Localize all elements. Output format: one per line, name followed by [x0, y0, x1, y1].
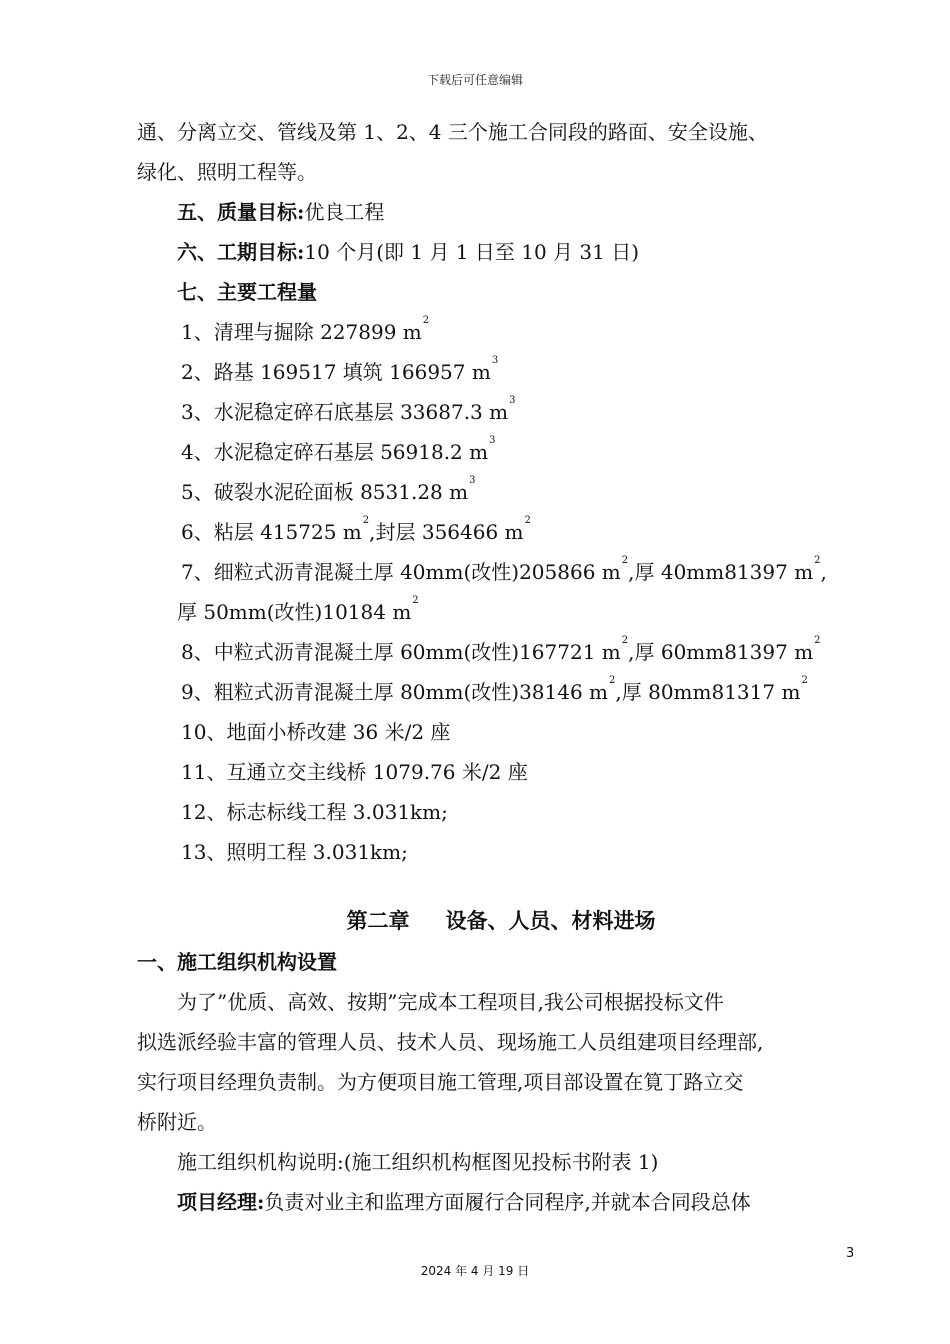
unit-superscript: 2 [621, 635, 629, 646]
item-text: 6、粘层 415725 m [181, 520, 362, 544]
unit-superscript: 2 [524, 515, 531, 526]
item-text: 4、水泥稳定碎石基层 56918.2 m [181, 440, 489, 464]
unit-superscript: 2 [362, 515, 370, 526]
section-heading: 六、工期目标: [177, 240, 305, 264]
list-item [137, 432, 865, 472]
section-text: 优良工程 [304, 200, 385, 224]
unit-superscript: 3 [489, 435, 496, 446]
paragraph-line: 施工组织机构说明:(施工组织机构框图见投标书附表 1) [177, 1150, 659, 1174]
section-heading: 五、质量目标: [177, 200, 305, 224]
paragraph-line: 通、分离立交、管线及第 1、2、4 三个施工合同段的路面、安全设施、 [137, 120, 768, 144]
item-text: 5、破裂水泥砼面板 8531.28 m [181, 480, 469, 504]
item-text: ,封层 356466 m [369, 520, 524, 544]
item-text: 7、细粒式沥青混凝土厚 40mm(改性)205866 m [181, 560, 621, 584]
page-footer-date: 2024 年 4 月 19 日 [420, 1264, 530, 1278]
chapter-title [137, 900, 865, 942]
paragraph-line: 实行项目经理负责制。为方便项目施工管理,项目部设置在筧丁路立交 [137, 1070, 744, 1094]
unit-superscript: 2 [621, 555, 629, 566]
unit-superscript: 2 [814, 555, 821, 566]
schedule-goal [137, 232, 865, 272]
item-text: ,厚 40mm81397 m [628, 560, 814, 584]
list-item [137, 392, 865, 432]
item-text: 3、水泥稳定碎石底基层 33687.3 m [181, 400, 509, 424]
chapter-number: 第二章 [346, 908, 410, 933]
list-item [137, 512, 865, 552]
unit-superscript: 2 [609, 675, 616, 686]
inline-heading: 项目经理: [177, 1190, 265, 1214]
paragraph-line: 为了”优质、高效、按期”完成本工程项目,我公司根据投标文件 [177, 990, 724, 1014]
unit-superscript: 2 [412, 595, 419, 606]
section-text: 10 个月(即 1 月 1 日至 10 月 31 日) [304, 240, 640, 264]
page-header: 下载后可任意编辑 [426, 73, 523, 87]
document-body [137, 112, 865, 1222]
item-text: 2、路基 169517 填筑 166957 m [181, 360, 491, 384]
item-text: 8、中粒式沥青混凝土厚 60mm(改性)167721 m [181, 640, 621, 664]
unit-superscript: 2 [422, 315, 430, 326]
list-item: 13、照明工程 3.031km; [181, 840, 408, 864]
list-item-continued [137, 592, 865, 632]
chapter-name: 设备、人员、材料进场 [445, 908, 656, 933]
project-manager-paragraph [137, 1182, 865, 1222]
page-number: 3 [846, 1246, 855, 1261]
list-item [137, 552, 865, 592]
list-item [137, 352, 865, 392]
list-item: 10、地面小桥改建 36 米/2 座 [181, 720, 451, 744]
list-item [137, 472, 865, 512]
unit-superscript: 3 [491, 355, 499, 366]
unit-superscript: 2 [814, 635, 821, 646]
list-item: 11、互通立交主线桥 1079.76 米/2 座 [181, 760, 528, 784]
list-item [137, 632, 865, 672]
section-heading: 七、主要工程量 [177, 280, 317, 304]
item-text: 9、粗粒式沥青混凝土厚 80mm(改性)38146 m [181, 680, 609, 704]
item-text: ,厚 60mm81397 m [628, 640, 814, 664]
item-text: ,厚 80mm81317 m [615, 680, 801, 704]
paragraph-text: 负责对业主和监理方面履行合同程序,并就本合同段总体 [264, 1190, 751, 1214]
list-item [137, 312, 865, 352]
unit-superscript: 3 [509, 395, 516, 406]
list-item [137, 672, 865, 712]
quality-goal [137, 192, 865, 232]
paragraph-line: 绿化、照明工程等。 [137, 160, 317, 184]
paragraph-line: 桥附近。 [137, 1110, 217, 1134]
unit-superscript: 2 [801, 675, 808, 686]
item-text: 厚 50mm(改性)10184 m [177, 600, 412, 624]
item-text: 1、清理与掘除 227899 m [181, 320, 422, 344]
paragraph-line: 拟选派经验丰富的管理人员、技术人员、现场施工人员组建项目经理部, [137, 1030, 764, 1054]
unit-superscript: 3 [469, 475, 476, 486]
section-heading: 一、施工组织机构设置 [137, 950, 337, 974]
list-item: 12、标志标线工程 3.031km; [181, 800, 448, 824]
item-text: , [820, 560, 827, 584]
